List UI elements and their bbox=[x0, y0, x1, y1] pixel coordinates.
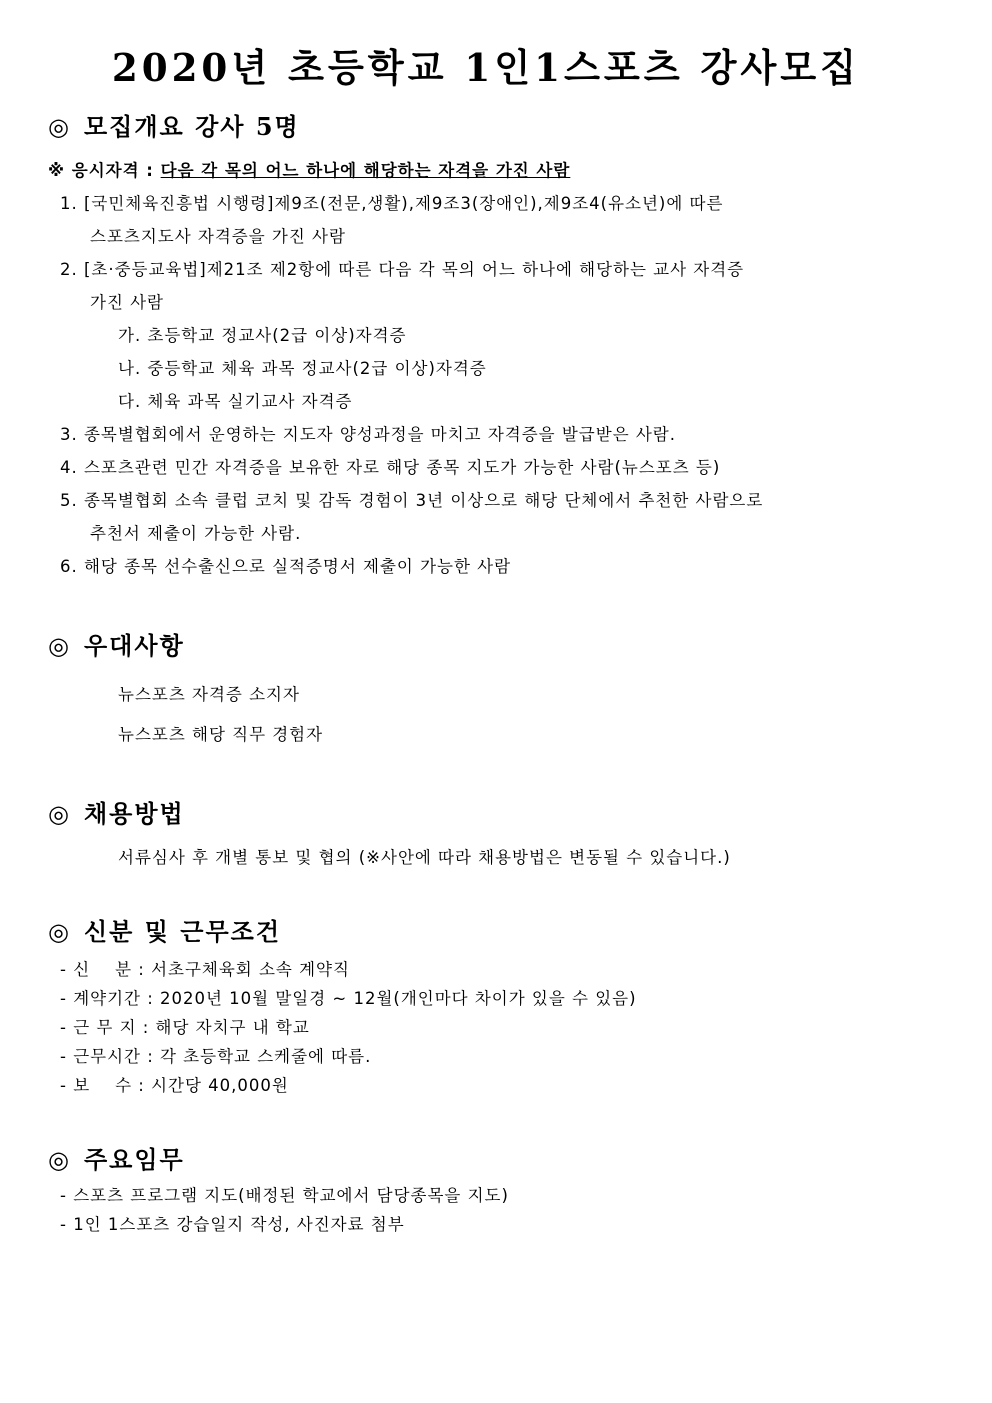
section-heading-text: 우대사항 bbox=[84, 631, 185, 660]
duty-item-2: - 1인 1스포츠 강습일지 작성, 사진자료 첨부 bbox=[60, 1215, 405, 1234]
qualification-line bbox=[48, 158, 570, 184]
page-title: 2020년 초등학교 1인1스포츠 강사모집 bbox=[111, 45, 861, 90]
double-circle-icon: ◎ bbox=[48, 917, 71, 946]
double-circle-icon: ◎ bbox=[48, 112, 71, 141]
double-circle-icon: ◎ bbox=[48, 799, 71, 828]
condition-period: - 계약기간 : 2020년 10월 말일경 ~ 12월(개인마다 차이가 있을 수 있음) bbox=[60, 989, 637, 1008]
list-item-2-cont: 가진 사람 bbox=[90, 293, 165, 312]
preference-item-1: 뉴스포츠 자격증 소지자 bbox=[118, 685, 300, 704]
section-heading-preference bbox=[48, 629, 185, 663]
list-item-2: 2. [초·중등교육법]제21조 제2항에 따른 다음 각 목의 어느 하나에 해당하는 교사 자격증 bbox=[60, 260, 745, 279]
sub-item-c: 다. 체육 과목 실기교사 자격증 bbox=[118, 392, 353, 411]
list-item-4: 4. 스포츠관련 민간 자격증을 보유한 자로 해당 종목 지도가 가능한 사람(뉴스포츠 등) bbox=[60, 458, 721, 477]
list-item-1: 1. [국민체육진흥법 시행령]제9조(전문,생활),제9조3(장애인),제9조4(유소년)에 따른 bbox=[60, 194, 724, 213]
list-item-5: 5. 종목별협회 소속 클럽 코치 및 감독 경험이 3년 이상으로 해당 단체에서 추천한 사람으로 bbox=[60, 491, 764, 510]
qualification-label: ※ 응시자격 : bbox=[48, 161, 154, 180]
section-heading-text: 주요임무 bbox=[84, 1145, 185, 1174]
section-heading-text: 신분 및 근무조건 bbox=[84, 917, 281, 946]
sub-item-a: 가. 초등학교 정교사(2급 이상)자격증 bbox=[118, 326, 407, 345]
list-item-3: 3. 종목별협회에서 운영하는 지도자 양성과정을 마치고 자격증을 발급받은 사람. bbox=[60, 425, 676, 444]
list-item-1-cont: 스포츠지도사 자격증을 가진 사람 bbox=[90, 227, 346, 246]
condition-pay: - 보 수 : 시간당 40,000원 bbox=[60, 1076, 289, 1095]
double-circle-icon: ◎ bbox=[48, 1145, 71, 1174]
list-item-6: 6. 해당 종목 선수출신으로 실적증명서 제출이 가능한 사람 bbox=[60, 557, 512, 576]
list-item-5-cont: 추천서 제출이 가능한 사람. bbox=[90, 524, 302, 543]
section-heading-text: 모집개요 강사 5명 bbox=[84, 112, 300, 141]
section-heading-method bbox=[48, 797, 185, 831]
qualification-text: 다음 각 목의 어느 하나에 해당하는 자격을 가진 사람 bbox=[160, 161, 571, 180]
section-heading-overview bbox=[48, 110, 300, 144]
section-heading-conditions bbox=[48, 915, 281, 949]
duty-item-1: - 스포츠 프로그램 지도(배정된 학교에서 담당종목을 지도) bbox=[60, 1186, 509, 1205]
preference-item-2: 뉴스포츠 해당 직무 경험자 bbox=[118, 725, 324, 744]
method-text: 서류심사 후 개별 통보 및 협의 (※사안에 따라 채용방법은 변동될 수 있습니다.) bbox=[118, 848, 731, 867]
condition-hours: - 근무시간 : 각 초등학교 스케줄에 따름. bbox=[60, 1047, 372, 1066]
condition-status: - 신 분 : 서초구체육회 소속 계약직 bbox=[60, 960, 350, 979]
condition-location: - 근 무 지 : 해당 자치구 내 학교 bbox=[60, 1018, 310, 1037]
sub-item-b: 나. 중등학교 체육 과목 정교사(2급 이상)자격증 bbox=[118, 359, 487, 378]
double-circle-icon: ◎ bbox=[48, 631, 71, 660]
section-heading-text: 채용방법 bbox=[84, 799, 185, 828]
section-heading-duties bbox=[48, 1143, 185, 1177]
